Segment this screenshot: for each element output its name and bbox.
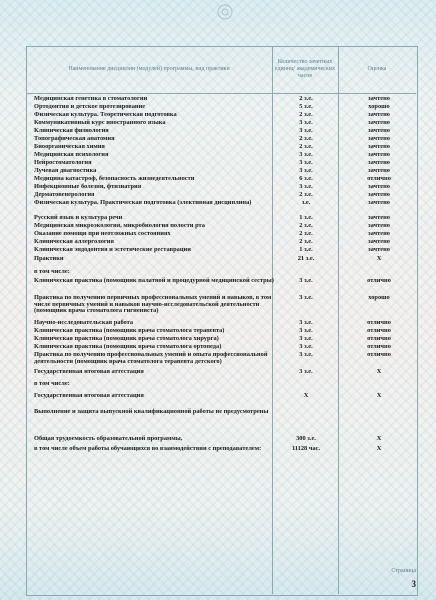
- row-grade: зачтено: [368, 127, 390, 134]
- row-grade: зачтено: [368, 230, 390, 237]
- row-units: з.е.: [301, 199, 311, 206]
- row-units: 2 з.е.: [299, 111, 313, 118]
- page-number: 3: [411, 579, 416, 589]
- row-units: 3 з.е.: [299, 151, 313, 158]
- row-grade: хорошо: [368, 294, 390, 301]
- row-discipline: Лучевая диагностика: [34, 167, 97, 174]
- row-discipline: Клиническая практика (помощник врача стоматолога ортопеда): [34, 343, 222, 350]
- row-discipline: Государственная итоговая аттестация: [34, 392, 144, 399]
- row-grade: зачтено: [368, 119, 390, 126]
- row-discipline: Клиническая практика (помощник палатной и процедурной медицинской сестры): [34, 277, 274, 284]
- row-grade: отлично: [367, 351, 391, 358]
- row-discipline: Клиническая эндодонтия и эстетические реставрации: [34, 246, 191, 253]
- header-units: Количество зачетных единиц/ академических часов: [272, 46, 338, 94]
- row-units: 3 з.е.: [299, 319, 313, 326]
- row-discipline: Выполнение и защита выпускной квалификационной работы не предусмотрены: [34, 408, 269, 415]
- row-grade: отлично: [367, 277, 391, 284]
- row-discipline: Инфекционные болезни, фтизиатрия: [34, 183, 142, 190]
- row-discipline: Медицинская генетика в стоматологии: [34, 95, 148, 102]
- row-units: 2 з.е.: [299, 95, 313, 102]
- row-discipline: Дерматовенерология: [34, 191, 95, 198]
- row-units: 3 з.е.: [299, 119, 313, 126]
- emblem-mark: [215, 2, 235, 22]
- row-grade: хорошо: [368, 103, 390, 110]
- header-grade: Оценка: [338, 46, 416, 94]
- row-discipline: Оказание помощи при неотложных состояниях: [34, 230, 171, 237]
- row-discipline: Физическая культура. Практическая подготовка (элективная дисциплина): [34, 199, 252, 206]
- row-grade: зачтено: [368, 191, 390, 198]
- column-divider: [338, 46, 339, 594]
- row-units: 3 з.е.: [299, 167, 313, 174]
- row-units: 2 з.е.: [299, 191, 313, 198]
- page-footer: [391, 568, 416, 592]
- row-units: 3 з.е.: [299, 327, 313, 334]
- row-grade: отлично: [367, 335, 391, 342]
- row-grade: X: [376, 255, 382, 262]
- row-units: 6 з.е.: [299, 175, 313, 182]
- row-discipline: Клиническая аллергология: [34, 238, 114, 245]
- row-discipline: Коммуникативный курс иностранного языка: [34, 119, 166, 126]
- row-discipline: в том числе:: [34, 268, 70, 275]
- row-grade: зачтено: [368, 135, 390, 142]
- row-units: X: [303, 392, 309, 399]
- row-grade: отлично: [367, 343, 391, 350]
- row-units: 3 з.е.: [299, 183, 313, 190]
- row-grade: зачтено: [368, 95, 390, 102]
- row-units: 11128 час.: [291, 445, 321, 452]
- row-grade: зачтено: [368, 214, 390, 221]
- row-units: 3 з.е.: [299, 159, 313, 166]
- row-discipline: Физическая культура. Теоретическая подготовка: [34, 111, 177, 118]
- row-grade: зачтено: [368, 151, 390, 158]
- row-units: 1 з.е.: [299, 214, 313, 221]
- row-discipline: Топографическая анатомия: [34, 135, 115, 142]
- row-units: 3 з.е.: [299, 335, 313, 342]
- row-units: 5 з.е.: [299, 103, 313, 110]
- row-discipline: Практика по получению первичных профессиональных умений и навыков, в том числе первичных умений и навыков научно-исследовательской деятельности (помощник врача стоматолога гигиениста): [34, 294, 272, 315]
- row-discipline: Нейростоматология: [34, 159, 92, 166]
- row-discipline: Ортодонтия и детское протезирование: [34, 103, 146, 110]
- row-units: 3 з.е.: [299, 368, 313, 375]
- row-units: 3 з.е.: [299, 294, 313, 301]
- row-grade: отлично: [367, 175, 391, 182]
- row-discipline: в том числе объем работы обучающихся во взаимодействии с преподавателем:: [34, 445, 262, 452]
- row-discipline: в том числе:: [34, 380, 70, 387]
- header-discipline: Наименование дисциплин (модулей) программы, вид практики: [26, 46, 272, 94]
- row-discipline: Государственная итоговая аттестация: [34, 368, 144, 375]
- row-discipline: Медицинская микроэкология, микробиология полости рта: [34, 222, 205, 229]
- row-grade: X: [376, 368, 382, 375]
- row-units: 21 з.е.: [297, 255, 315, 262]
- page-label: Страница: [391, 568, 416, 574]
- row-units: 300 з.е.: [296, 435, 316, 442]
- row-units: 1 з.е.: [299, 246, 313, 253]
- row-discipline: Научно-исследовательская работа: [34, 319, 134, 326]
- row-discipline: Практики: [34, 255, 64, 262]
- row-grade: зачтено: [368, 167, 390, 174]
- row-discipline: Биоорганическая химия: [34, 143, 105, 150]
- row-units: 3 з.е.: [299, 351, 313, 358]
- row-grade: отлично: [367, 327, 391, 334]
- row-discipline: Практика по получению профессиональных умений и опыта профессиональной деятельности (помощник врача стоматолога терапевта детского): [34, 351, 268, 365]
- row-grade: зачтено: [368, 111, 390, 118]
- row-discipline: Клиническая физиология: [34, 127, 109, 134]
- row-discipline: Медицинская психология: [34, 151, 109, 158]
- row-grade: зачтено: [368, 199, 390, 206]
- row-units: 2 з.е.: [299, 238, 313, 245]
- row-grade: X: [376, 392, 382, 399]
- row-grade: X: [376, 435, 382, 442]
- row-units: 2 з.е.: [299, 143, 313, 150]
- row-discipline: Русский язык и культура речи: [34, 214, 123, 221]
- row-grade: зачтено: [368, 143, 390, 150]
- row-discipline: Клиническая практика (помощник врача стоматолога терапевта): [34, 327, 225, 334]
- row-discipline: Общая трудоемкость образовательной программы,: [34, 435, 183, 442]
- row-units: 2 з.е.: [299, 222, 313, 229]
- row-units: 2 з.е.: [299, 135, 313, 142]
- row-grade: зачтено: [368, 222, 390, 229]
- row-grade: зачтено: [368, 238, 390, 245]
- row-discipline: Клиническая практика (помощник врача стоматолога хирурга): [34, 335, 219, 342]
- row-grade: зачтено: [368, 183, 390, 190]
- row-units: 3 з.е.: [299, 343, 313, 350]
- row-grade: зачтено: [368, 159, 390, 166]
- row-grade: зачтено: [368, 246, 390, 253]
- row-units: 3 з.е.: [299, 127, 313, 134]
- row-units: 3 з.е.: [299, 277, 313, 284]
- row-grade: отлично: [367, 319, 391, 326]
- row-units: 2 з.е.: [299, 230, 313, 237]
- row-grade: X: [376, 445, 382, 452]
- row-discipline: Медицина катастроф, безопасность жизнедеятельности: [34, 175, 195, 182]
